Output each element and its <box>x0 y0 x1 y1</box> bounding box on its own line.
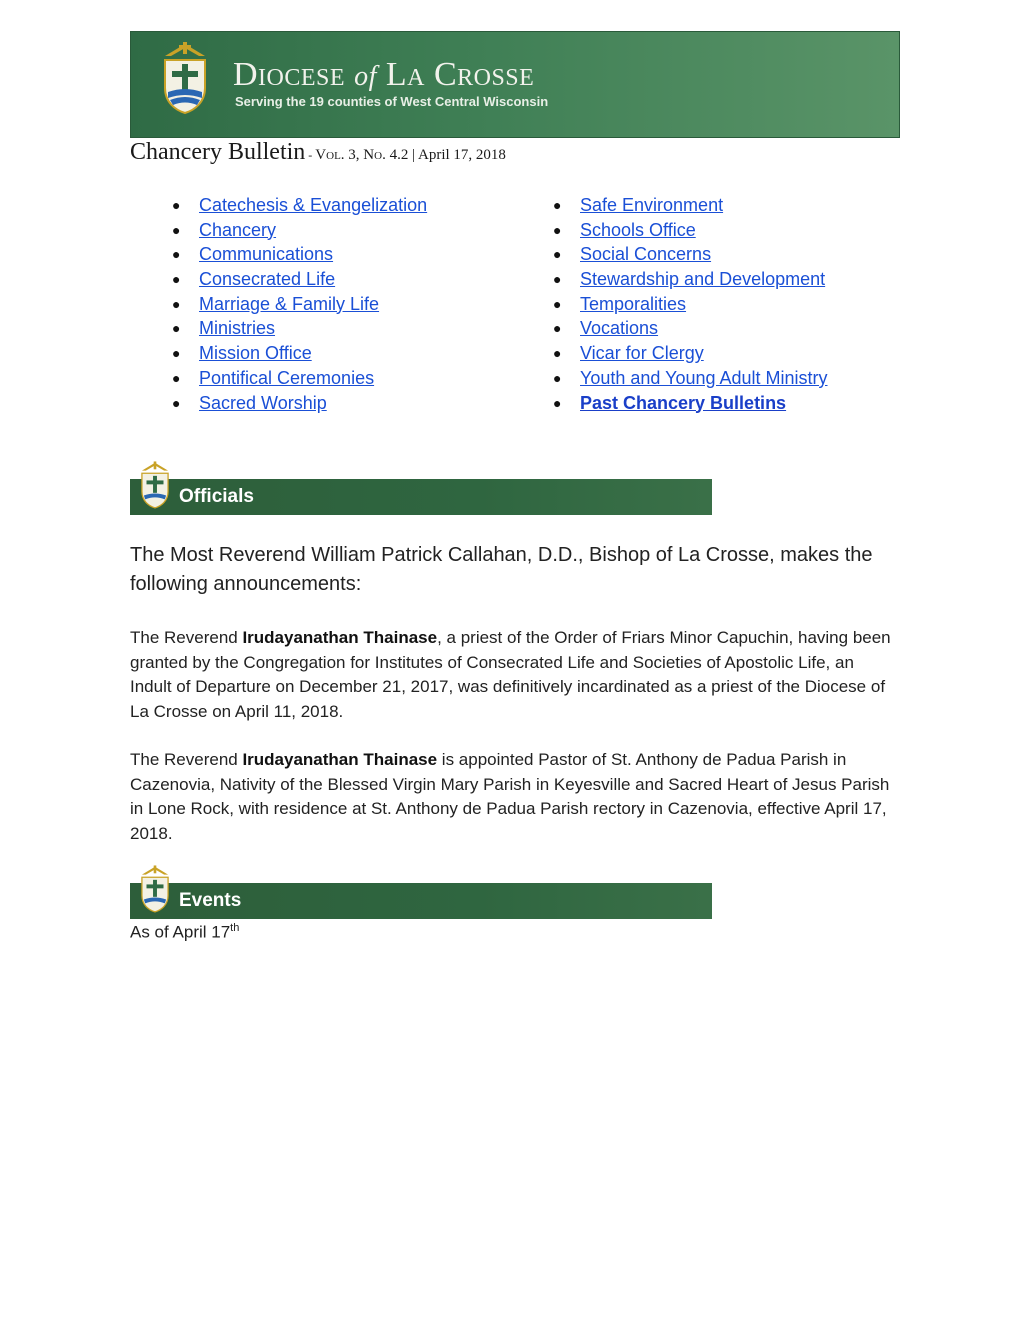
link-catechesis-evangelization[interactable]: Catechesis & Evangelization <box>199 195 428 215</box>
bullet-icon: ● <box>172 246 181 263</box>
list-item <box>553 292 828 317</box>
announcement-paragraph-2: The Reverend Irudayanathan Thainase is appointed Pastor of St. Anthony de Padua Parish in Cazenovia, Nativity of the Blessed Virgin Mary Parish in Keyesville and Sacred Heart of Jesus Parish in Lone Rock, with residence at St. Anthony de Padua Parish rectory in Cazenovia, effective April 17, 2018. <box>130 750 890 843</box>
list-item <box>172 193 427 218</box>
bullet-icon: ● <box>553 271 562 288</box>
list-item <box>553 391 828 416</box>
bulletin-name: Chancery Bulletin <box>130 139 306 165</box>
diocese-name: Diocese of La Crosse <box>233 56 535 93</box>
bullet-icon: ● <box>172 295 181 312</box>
list-item <box>172 341 427 366</box>
events-section-header <box>130 883 712 919</box>
bullet-icon: ● <box>553 394 562 411</box>
link-consecrated-life[interactable]: Consecrated Life <box>199 269 336 290</box>
bullet-icon: ● <box>172 320 181 337</box>
bulletin-title <box>130 139 506 166</box>
link-youth-young-adult-ministry[interactable]: Youth and Young Adult Ministry <box>580 367 828 388</box>
officials-heading: Officials <box>179 486 254 507</box>
bulletin-date: April 17, 2018 <box>418 147 506 163</box>
list-item <box>553 218 828 243</box>
list-item <box>172 366 427 391</box>
bullet-icon: ● <box>553 369 562 386</box>
bullet-icon: ● <box>553 320 562 337</box>
bulletin-separator: - <box>305 148 316 162</box>
bulletin-pipe: | <box>408 147 419 163</box>
bullet-icon: ● <box>553 246 562 263</box>
bullet-icon: ● <box>172 345 181 362</box>
diocese-tagline: Serving the 19 counties of West Central Wisconsin <box>235 94 549 109</box>
link-marriage-family-life[interactable]: Marriage & Family Life <box>199 293 380 314</box>
office-links-right <box>553 193 828 415</box>
list-item <box>553 341 828 366</box>
link-communications[interactable]: Communications <box>199 244 334 265</box>
list-item <box>172 218 427 243</box>
bullet-icon: ● <box>172 271 181 288</box>
officials-lead: The Most Reverend William Patrick Callahan, D.D., Bishop of La Crosse, makes the following announcements: <box>130 544 873 595</box>
link-stewardship-development[interactable]: Stewardship and Development <box>580 269 826 290</box>
bullet-icon: ● <box>172 369 181 386</box>
link-past-chancery-bulletins[interactable]: Past Chancery Bulletins <box>580 392 787 413</box>
link-ministries[interactable]: Ministries <box>199 318 276 339</box>
announcement-paragraph-1: The Reverend Irudayanathan Thainase, a priest of the Order of Friars Minor Capuchin, having been granted by the Congregation for Institutes of Consecrated Life and Societies of Apostolic Life, an Indult of Departure on December 21, 2017, was definitively incardinated as a priest of the Diocese of La Crosse on April 11, 2018. <box>130 628 891 721</box>
priest-name: Irudayanathan Thainase <box>242 628 438 647</box>
list-item <box>553 267 828 292</box>
link-safe-environment[interactable]: Safe Environment <box>580 195 724 215</box>
bullet-icon: ● <box>172 197 181 213</box>
bullet-icon: ● <box>172 221 181 238</box>
bullet-icon: ● <box>553 295 562 312</box>
bullet-icon: ● <box>172 394 181 411</box>
list-item <box>172 316 427 341</box>
link-chancery[interactable]: Chancery <box>199 219 277 240</box>
events-as-of: As of April 17th <box>130 922 240 942</box>
list-item <box>553 366 828 391</box>
bullet-icon: ● <box>553 197 562 213</box>
list-item <box>172 242 427 267</box>
link-vicar-for-clergy[interactable]: Vicar for Clergy <box>580 343 704 364</box>
events-heading: Events <box>179 890 242 911</box>
list-item <box>553 316 828 341</box>
list-item <box>553 193 828 218</box>
list-item <box>172 267 427 292</box>
link-vocations[interactable]: Vocations <box>580 318 659 339</box>
link-mission-office[interactable]: Mission Office <box>199 343 312 364</box>
list-item <box>172 292 427 317</box>
diocese-crest-icon <box>138 461 172 509</box>
link-social-concerns[interactable]: Social Concerns <box>580 244 712 265</box>
diocese-crest-icon <box>138 865 172 913</box>
officials-section-header <box>130 479 712 515</box>
list-item <box>553 242 828 267</box>
bullet-icon: ● <box>553 221 562 238</box>
link-schools-office[interactable]: Schools Office <box>580 219 696 240</box>
diocese-banner <box>130 31 900 138</box>
bullet-icon: ● <box>553 345 562 362</box>
diocese-crest-icon <box>159 42 211 114</box>
office-links-left <box>172 193 427 415</box>
list-item <box>172 391 427 416</box>
priest-name: Irudayanathan Thainase <box>242 750 438 769</box>
link-sacred-worship[interactable]: Sacred Worship <box>199 392 327 413</box>
link-pontifical-ceremonies[interactable]: Pontifical Ceremonies <box>199 367 375 388</box>
link-temporalities[interactable]: Temporalities <box>580 293 687 314</box>
bulletin-volume: Vol. 3, No. 4.2 <box>315 147 409 163</box>
